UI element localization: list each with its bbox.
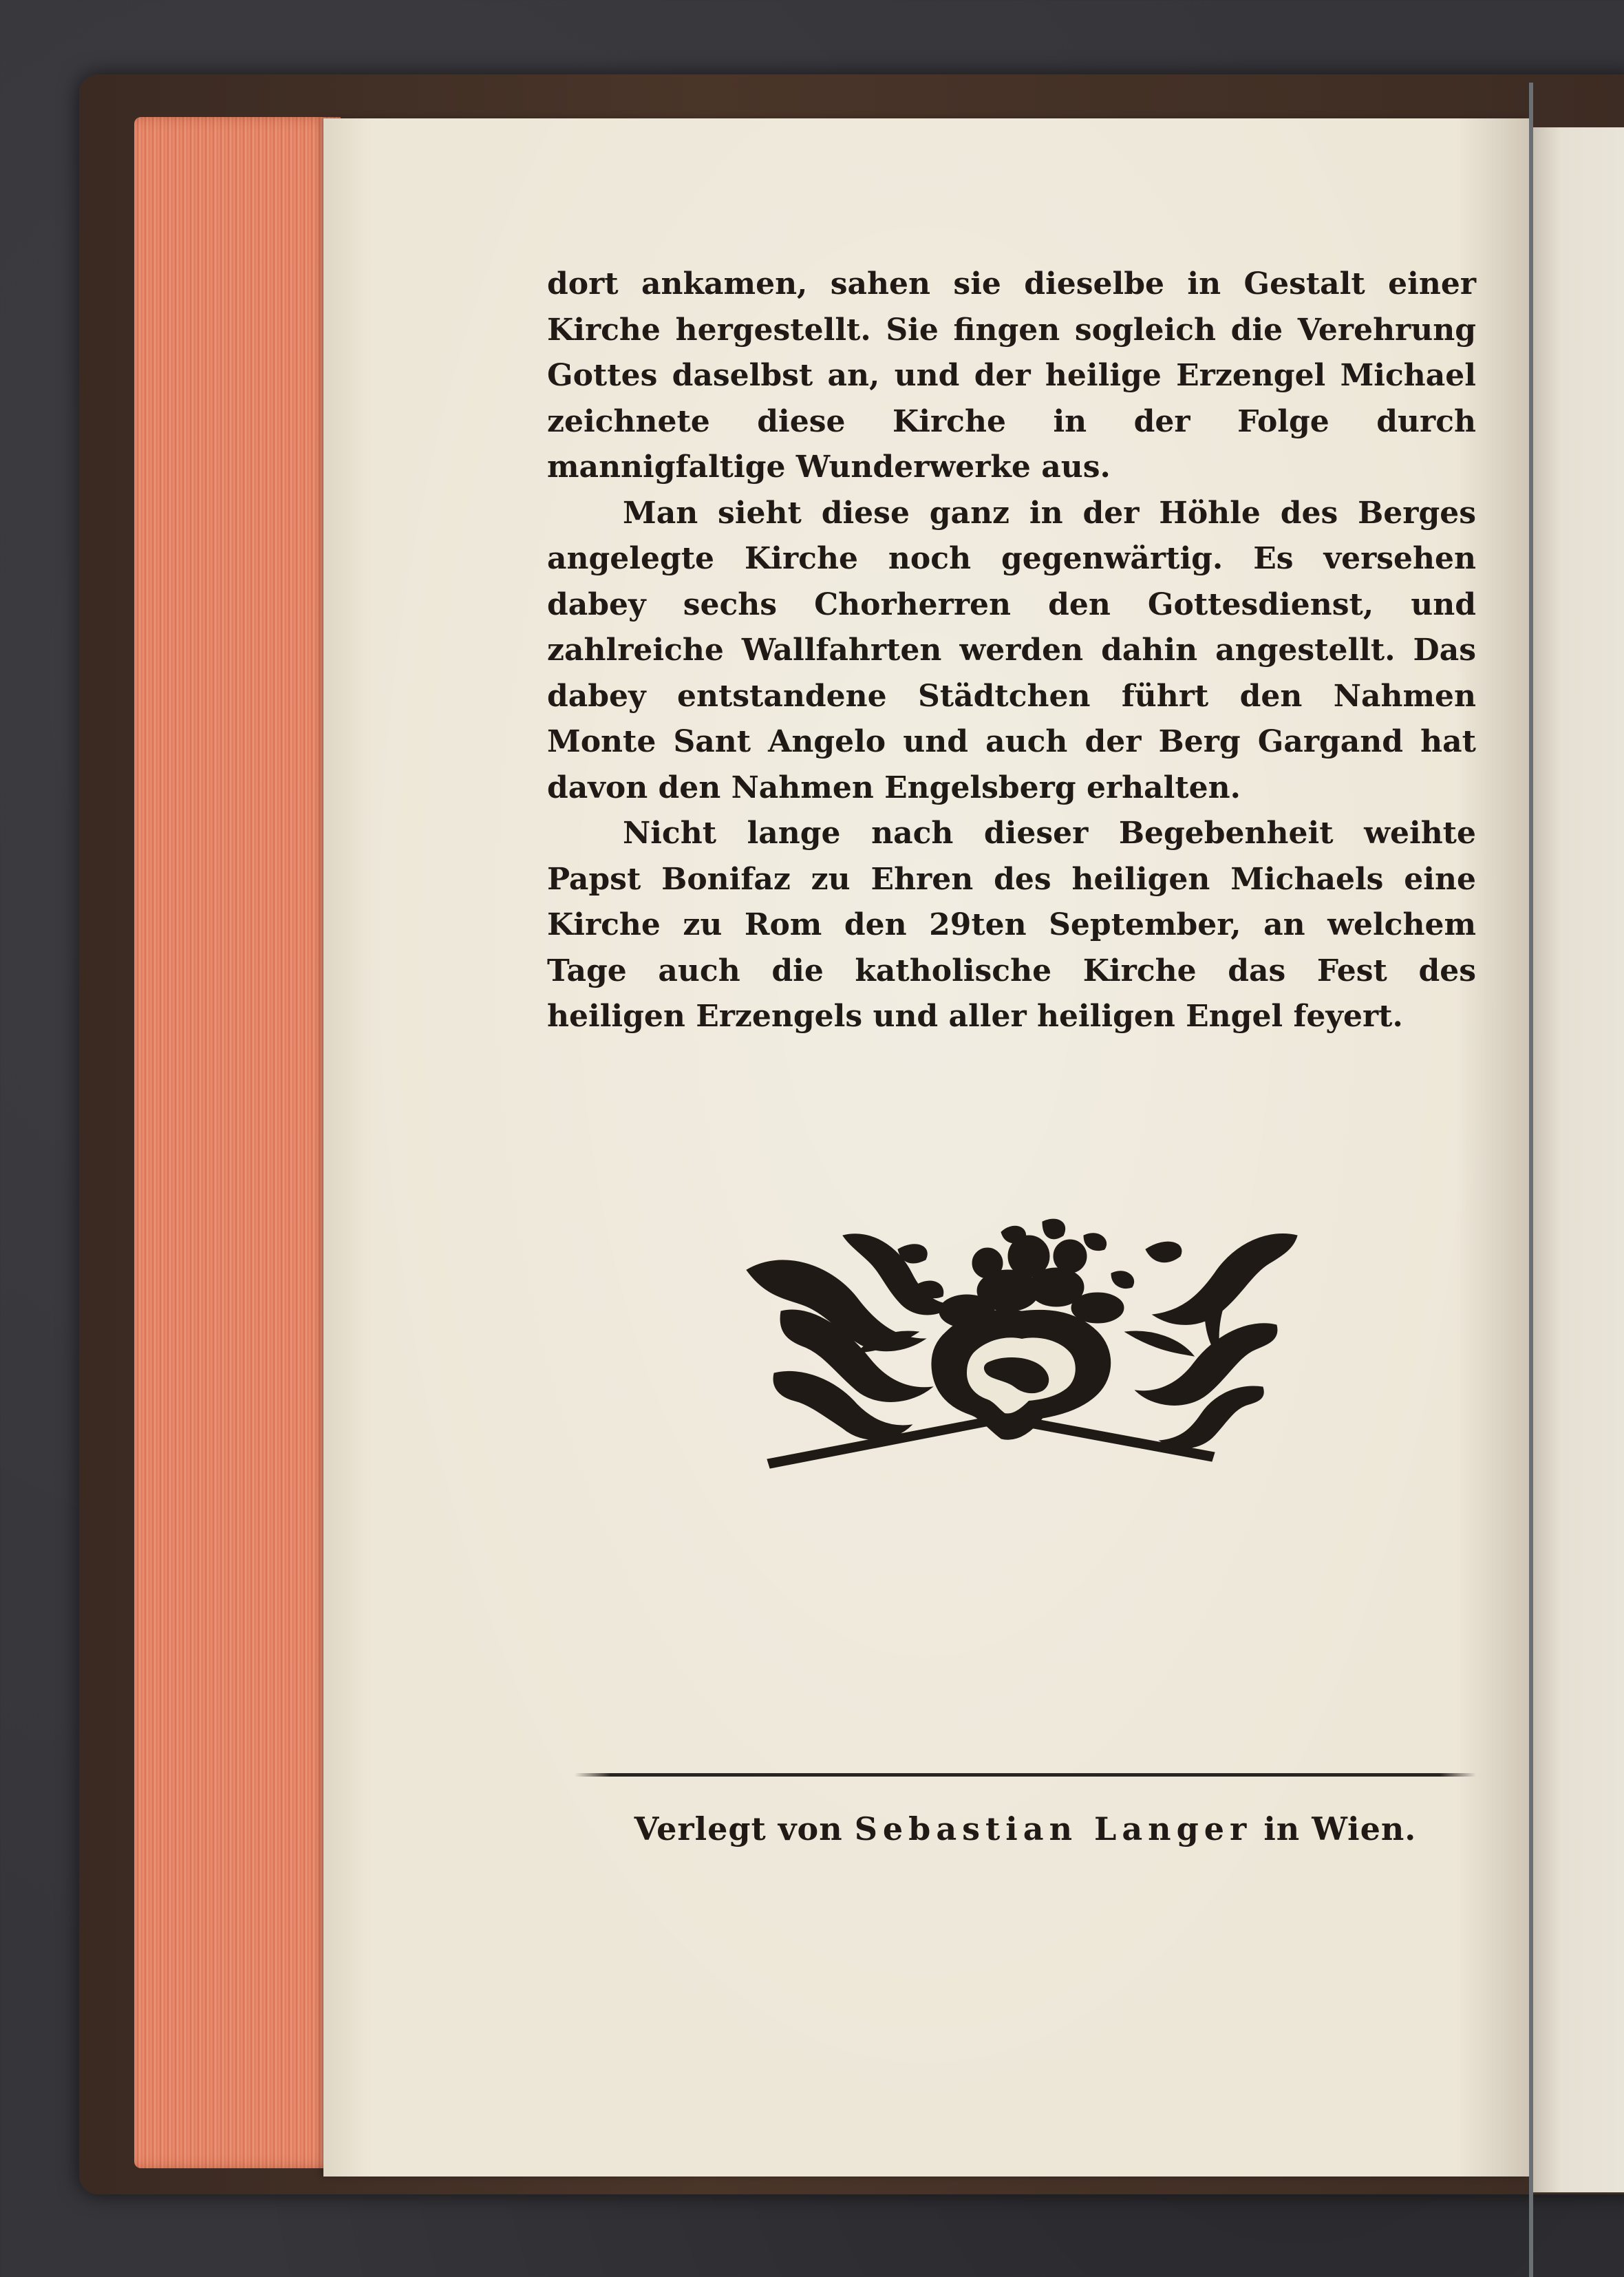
paragraph-3: Nicht lange nach dieser Begebenheit weihte Papst Bonifaz zu Ehren des heiligen Michaels eine Kirche zu Rom den 29ten September, an welchem Tage auch die katholische Kirche das Fest des heiligen Erzengels und aller heiligen Engel feyert. [547,816,1476,1034]
paragraph-1: dort ankamen, sahen sie dieselbe in Gestalt einer Kirche hergestellt. Sie fingen sogleich die Verehrung Gottes daselbst an, und der heilige Erzengel Michael zeichnete diese Kirche in der Folge durch mannigfaltige Wunderwerke aus. [547,266,1476,485]
horizontal-rule [575,1773,1476,1777]
body-text [547,262,1476,1040]
floral-vignette-icon [740,1208,1304,1483]
gutter-divider [1529,83,1533,2277]
imprint-publisher: Sebastian Langer [854,1810,1252,1847]
imprint-prefix: Verlegt von [634,1810,843,1847]
imprint-suffix: in Wien. [1263,1810,1417,1847]
facing-page-edge [1533,127,1624,2192]
paragraph-2: Man sieht diese ganz in der Höhle des Berges angelegte Kirche noch gegenwärtig. Es versehen dabey sechs Chorherren den Gottesdienst, und zahlreiche Wallfahrten werden dahin angestellt. Das dabey entstandene Städtchen führt den Nahmen Monte Sant Angelo und auch der Berg Gargand hat davon den Nahmen Engelsberg erhalten. [547,495,1476,805]
page-fore-edge [134,117,341,2168]
publisher-imprint [575,1810,1476,1847]
